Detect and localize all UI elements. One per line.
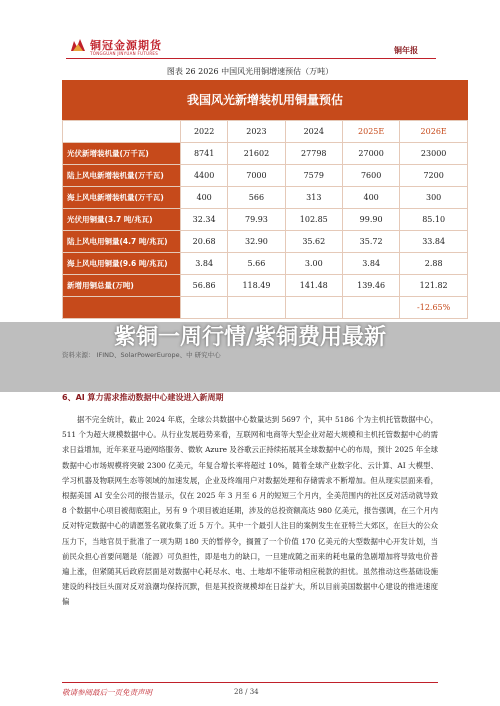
row-label: 光伏用铜量(3.7 吨/兆瓦)	[63, 209, 181, 231]
section-heading: 6、AI 算力需求推动数据中心建设进入新周期	[62, 393, 224, 402]
table-cell: 300	[400, 187, 468, 209]
data-table	[62, 120, 468, 319]
table-row	[63, 231, 468, 253]
page-header	[0, 0, 500, 56]
table-cell: 21602	[228, 143, 285, 165]
row-label: 新增用铜总量(万吨)	[63, 275, 181, 297]
company-logo-icon	[70, 38, 86, 52]
column-header: 2024	[285, 121, 342, 143]
table-cell: 4400	[181, 165, 228, 187]
table-cell: 3.84	[181, 253, 228, 275]
table-cell: 102.85	[285, 209, 342, 231]
table-cell: 7579	[285, 165, 342, 187]
table-corner-cell	[63, 121, 181, 143]
row-label: 陆上风电用铜量(4.7 吨/兆瓦)	[63, 231, 181, 253]
table-cell	[342, 297, 399, 319]
report-type-label: 铜年报	[394, 45, 418, 55]
copper-demand-table	[62, 80, 468, 342]
table-cell: 3.00	[285, 253, 342, 275]
page-number: 28 / 34	[234, 688, 259, 696]
footer-divider	[62, 682, 438, 683]
column-header: 2025E	[342, 121, 399, 143]
table-cell: 8741	[181, 143, 228, 165]
body-paragraph: 据不完全统计，截止 2024 年底，全球公共数据中心数量达到 5697 个，其中 5186 个为主机托管数据中心，511 个为超大规模数据中心。从行业发展趋势来看，互联网和电商等大型企业对超大规模和主机托管数据中心的需求日益增加，近年来亚马逊网络服务、微软 Azure 及谷歌云正持续拓展其全球数据中心的布局，预计 2025 年全球数据中心市场规模将突破 2300 亿美元，年复合增长率将超过 10%，随着全球产业数字化、云计算、AI 大模型、学习机器及物联网生态等领域的加速发展，企业及终端用户对数据处理和存储需求不断增加。但从现实层面来看，根据美国 AI 安全公司的报告显示，仅在 2025 年 3 月至 6 月的短短三个月内，全美范围内的社区反对活动就导致 8 个数据中心项目被彻底阻止，另有 9 个项目被迫延期，涉及的总投资额高达 980 亿美元，报告强调，在三个月内反对特定数据中心的请愿签名就收集了近 5 万个。其中一个最引人注目的案例发生在亚特兰大郊区，在巨大的公众压力下，当地官员于批准了一项为期 180 天的暂停令，搁置了一个价值 170 亿美元的大型数据中心开发计划，当前民众担心首要问题是（能源）可负担性，即是电力的缺口，一旦建成随之而来的耗电量的急剧增加将导致电价普遍上涨，但紧随其后政府层面是对数据中心耗尽水、电、土地却不能带动相应税款的担忧。虽然推动这些基础设施建设的科技巨头面对反对浪潮均保持沉默，但是其投资规模却在日益扩大，所以目前美国数据中心建设的推进速度偏	[62, 415, 438, 607]
column-header: 2022	[181, 121, 228, 143]
row-label: 光伏新增装机量(万千瓦)	[63, 143, 181, 165]
row-label: 陆上风电新增装机量(万千瓦)	[63, 165, 181, 187]
table-cell	[228, 297, 285, 319]
table-heading: 我国风光新增装机用铜量预估	[62, 80, 468, 120]
table-cell: 35.72	[342, 231, 399, 253]
table-cell	[181, 297, 228, 319]
company-name: 铜冠金源期货	[90, 39, 162, 52]
table-cell: 27000	[342, 143, 399, 165]
table-cell: 7000	[228, 165, 285, 187]
table-cell: 85.10	[400, 209, 468, 231]
table-row	[63, 165, 468, 187]
table-cell	[285, 297, 342, 319]
table-cell: 32.34	[181, 209, 228, 231]
table-cell: 118.49	[228, 275, 285, 297]
table-cell: 7200	[400, 165, 468, 187]
row-label	[63, 297, 181, 319]
table-row	[63, 297, 468, 319]
table-row	[63, 275, 468, 297]
source-note: 资料来源： IFIND、SolarPowerEurope、中 研究中心	[62, 351, 221, 359]
figure-caption: 图表 26 2026 中国风光用铜增速预估（万吨）	[166, 67, 334, 76]
row-label: 海上风电用铜量(9.6 吨/兆瓦)	[63, 253, 181, 275]
table-cell: 2.88	[400, 253, 468, 275]
table-row	[63, 187, 468, 209]
table-cell: 33.84	[400, 231, 468, 253]
table-cell: 35.62	[285, 231, 342, 253]
table-row	[63, 253, 468, 275]
overlay-title: 紫铜一周行情/紫铜费用最新	[113, 325, 387, 350]
column-header: 2026E	[400, 121, 468, 143]
table-cell: 20.68	[181, 231, 228, 253]
table-row	[63, 143, 468, 165]
disclaimer-note: 敬请参阅最后一页免责声明	[62, 688, 152, 697]
table-row	[63, 209, 468, 231]
table-cell: 139.46	[342, 275, 399, 297]
table-cell: 56.86	[181, 275, 228, 297]
table-cell: 141.48	[285, 275, 342, 297]
table-header-row	[63, 121, 468, 143]
table-cell: 121.82	[400, 275, 468, 297]
table-cell: 99.90	[342, 209, 399, 231]
table-cell: 400	[181, 187, 228, 209]
table-cell: 32.90	[228, 231, 285, 253]
table-cell: 27798	[285, 143, 342, 165]
table-cell: 3.84	[342, 253, 399, 275]
column-header: 2023	[228, 121, 285, 143]
table-cell: 79.93	[228, 209, 285, 231]
company-name-en: TONGGUAN JINYUAN FUTURES	[90, 51, 159, 56]
table-cell: 23000	[400, 143, 468, 165]
table-cell: 7600	[342, 165, 399, 187]
table-cell: 313	[285, 187, 342, 209]
row-label: 海上风电新增装机量(万千瓦)	[63, 187, 181, 209]
table-cell: 400	[342, 187, 399, 209]
table-cell: -12.65%	[400, 297, 468, 319]
header-divider	[66, 58, 436, 59]
table-cell: 5.66	[228, 253, 285, 275]
table-cell: 566	[228, 187, 285, 209]
